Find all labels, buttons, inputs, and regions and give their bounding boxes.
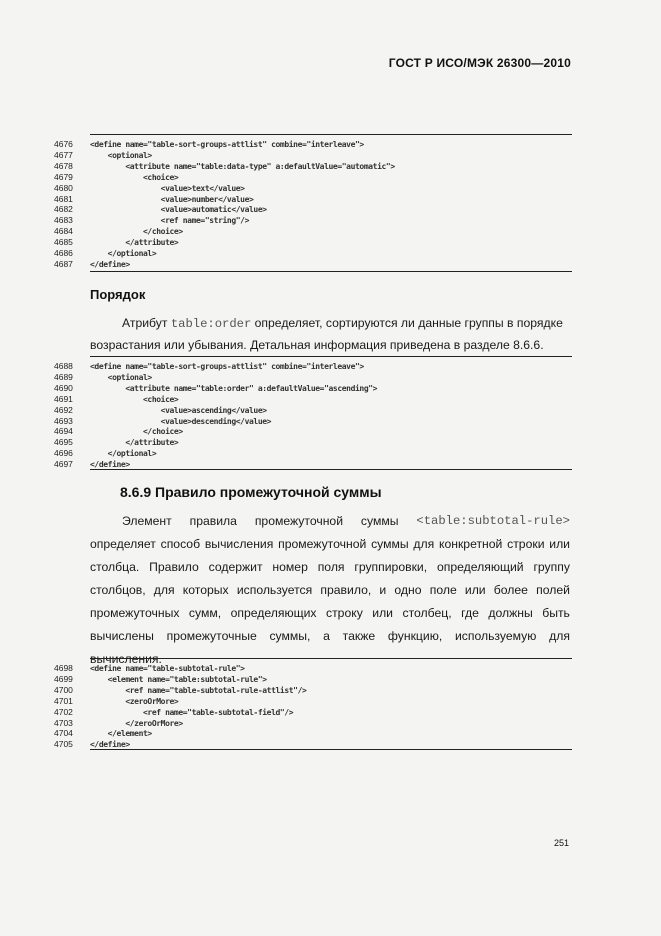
code-text: <value>text</value> (90, 183, 245, 193)
code-text: </element> (90, 729, 152, 739)
code-listing (54, 658, 572, 752)
code-line (54, 383, 572, 394)
text-run: определяет, сортируются ли данные группы в порядке (251, 316, 563, 330)
code-text: <attribute name="table:data-type" a:defaultValue="automatic"> (90, 161, 395, 171)
code-text: <zeroOrMore> (90, 696, 179, 706)
word: номер (272, 560, 308, 574)
code-text: <value>ascending</value> (90, 405, 267, 415)
word: одно (394, 583, 422, 597)
code-line (54, 674, 572, 685)
code-text: <element name="table:subtotal-rule"> (90, 674, 267, 684)
code-line (54, 685, 572, 696)
code-top-rule (90, 658, 572, 659)
code-line (54, 226, 572, 237)
code-text: <ref name="table-subtotal-field"/> (90, 707, 294, 717)
word: которых (182, 583, 229, 597)
line-number: 4703 (54, 717, 73, 728)
word: группировки, (354, 560, 428, 574)
text-run: Атрибут (122, 316, 171, 330)
line-number: 4682 (54, 204, 73, 215)
code-text: <value>automatic</value> (90, 205, 267, 215)
word: и (379, 583, 387, 597)
code-line (54, 139, 572, 150)
word: должны (488, 606, 533, 620)
code-line (54, 728, 572, 739)
inline-code: table:order (170, 317, 252, 331)
code-text: </attribute> (90, 438, 179, 448)
code-line (54, 663, 572, 674)
line-number: 4689 (54, 371, 73, 382)
word: поля (317, 560, 345, 574)
para-line (90, 532, 570, 556)
code-top-rule (90, 134, 572, 135)
code-line (54, 259, 572, 270)
line-number: 4683 (54, 215, 73, 226)
word: определяющих (230, 606, 317, 620)
para-line (90, 578, 570, 602)
word: суммы, (269, 629, 311, 643)
code-text: <choice> (90, 172, 179, 182)
code-text: <define name="table-sort-groups-attlist" combine="interleave"> (90, 140, 364, 149)
word: или (372, 606, 393, 620)
code-line (54, 161, 572, 172)
line-number: 4687 (54, 258, 73, 269)
line-number: 4678 (54, 160, 73, 171)
word: конкретной (439, 537, 503, 551)
word: строку (326, 606, 363, 620)
code-text: <define name="table-subtotal-rule"> (90, 664, 245, 673)
word: более (493, 583, 528, 597)
line-number: 4676 (54, 139, 73, 149)
line-number: 4685 (54, 237, 73, 248)
word: Элемент (122, 514, 172, 528)
word: промежуточных (90, 606, 180, 620)
line-number: 4684 (54, 226, 73, 237)
word: используемую (454, 629, 537, 643)
word: правила (189, 514, 237, 528)
code-text: <value>descending</value> (90, 416, 272, 426)
code-text: </zeroOrMore> (90, 718, 183, 728)
code-listing (54, 356, 572, 472)
word: определяет (90, 537, 156, 551)
code-line (54, 194, 572, 205)
code-line (54, 248, 572, 259)
word: столбец, (402, 606, 452, 620)
code-line (54, 416, 572, 427)
code-text: <attribute name="table:order" a:defaultValue="ascending"> (90, 383, 378, 393)
para-line (90, 555, 570, 579)
word: суммы (371, 537, 409, 551)
code-text: <value>number</value> (90, 194, 254, 204)
line-number: 4702 (54, 706, 73, 717)
para-line: вычисления. (90, 652, 162, 666)
word: или (464, 583, 486, 597)
code-line (54, 372, 572, 383)
word: столбца. (90, 560, 140, 574)
code-line (54, 183, 572, 194)
line-number: 4693 (54, 415, 73, 426)
code-line (54, 204, 572, 215)
para-line (122, 311, 563, 335)
word: Правило (149, 560, 199, 574)
word: суммы (360, 514, 399, 528)
code-line (54, 448, 572, 459)
code-text: <choice> (90, 394, 179, 404)
line-number: 4696 (54, 448, 73, 459)
code-line (54, 405, 572, 416)
code-text: </attribute> (90, 238, 179, 248)
inline-code: <table:subtotal-rule> (416, 514, 570, 528)
word: вычислены (90, 629, 154, 643)
code-line (54, 172, 572, 183)
line-number: 4686 (54, 248, 73, 258)
line-number: 4704 (54, 728, 73, 739)
code-line (54, 215, 572, 226)
code-text: </define> (90, 259, 130, 269)
line-number: 4680 (54, 182, 73, 193)
code-text: </choice> (90, 227, 183, 237)
code-line (54, 696, 572, 707)
code-text: <define name="table-sort-groups-attlist" combine="interleave"> (90, 362, 364, 371)
page-number: 251 (554, 838, 570, 848)
code-text: </define> (90, 740, 130, 750)
line-number: 4695 (54, 437, 73, 448)
code-text: </optional> (90, 249, 157, 258)
word: функцию, (387, 629, 443, 643)
code-line (54, 426, 572, 437)
word: содержит (208, 560, 263, 574)
code-text: <optional> (90, 372, 152, 382)
word: группу (533, 560, 570, 574)
word: а (323, 629, 330, 643)
word: полей (536, 583, 570, 597)
code-text: </define> (90, 460, 130, 470)
para-line (122, 509, 570, 533)
code-text: <ref name="table-subtotal-rule-attlist"/> (90, 685, 307, 695)
line-number: 4690 (54, 382, 73, 393)
para-line (90, 624, 570, 648)
line-number: 4698 (54, 663, 73, 673)
code-line (54, 707, 572, 718)
word: где (461, 606, 479, 620)
line-number: 4691 (54, 393, 73, 404)
code-text: <ref name="string"/> (90, 216, 249, 226)
code-bottom-rule (90, 271, 572, 272)
word: быть (542, 606, 570, 620)
line-number: 4697 (54, 459, 73, 470)
code-line (54, 739, 572, 750)
line-number: 4688 (54, 361, 73, 371)
word: поле (429, 583, 457, 597)
section-heading-order: Порядок (90, 287, 146, 302)
word: сумм, (188, 606, 222, 620)
code-text: </optional> (90, 449, 157, 459)
line-number: 4699 (54, 673, 73, 684)
word: или (549, 537, 570, 551)
code-line (54, 237, 572, 248)
code-line (54, 361, 572, 372)
word: столбцов, (90, 583, 146, 597)
para-line: возрастания или убывания. Детальная информация приведена в разделе 8.6.6. (90, 338, 544, 352)
code-line (54, 150, 572, 161)
word: определяющий (436, 560, 524, 574)
line-number: 4692 (54, 404, 73, 415)
word: правило, (320, 583, 372, 597)
line-number: 4694 (54, 426, 73, 437)
line-number: 4681 (54, 193, 73, 204)
line-number: 4679 (54, 171, 73, 182)
word: для (153, 583, 175, 597)
word: промежуточные (166, 629, 257, 643)
line-number: 4677 (54, 149, 73, 160)
code-line (54, 459, 572, 470)
word: строки (507, 537, 545, 551)
code-line (54, 437, 572, 448)
word: способ (160, 537, 201, 551)
section-heading-subtotal-rule: 8.6.9 Правило промежуточной суммы (120, 484, 382, 500)
word: промежуточной (254, 514, 344, 528)
code-line (54, 718, 572, 729)
code-line (54, 394, 572, 405)
para-line (90, 601, 570, 625)
word: промежуточной (278, 537, 367, 551)
line-number: 4701 (54, 695, 73, 706)
page-header: ГОСТ Р ИСО/МЭК 26300—2010 (388, 56, 571, 70)
code-text: <optional> (90, 150, 152, 160)
word: для (549, 629, 570, 643)
line-number: 4700 (54, 684, 73, 695)
code-top-rule (90, 356, 572, 357)
word: используется (236, 583, 313, 597)
code-text: </choice> (90, 427, 183, 437)
code-listing (54, 134, 572, 274)
word: также (342, 629, 376, 643)
word: для (413, 537, 435, 551)
line-number: 4705 (54, 739, 73, 750)
word: вычисления (204, 537, 274, 551)
